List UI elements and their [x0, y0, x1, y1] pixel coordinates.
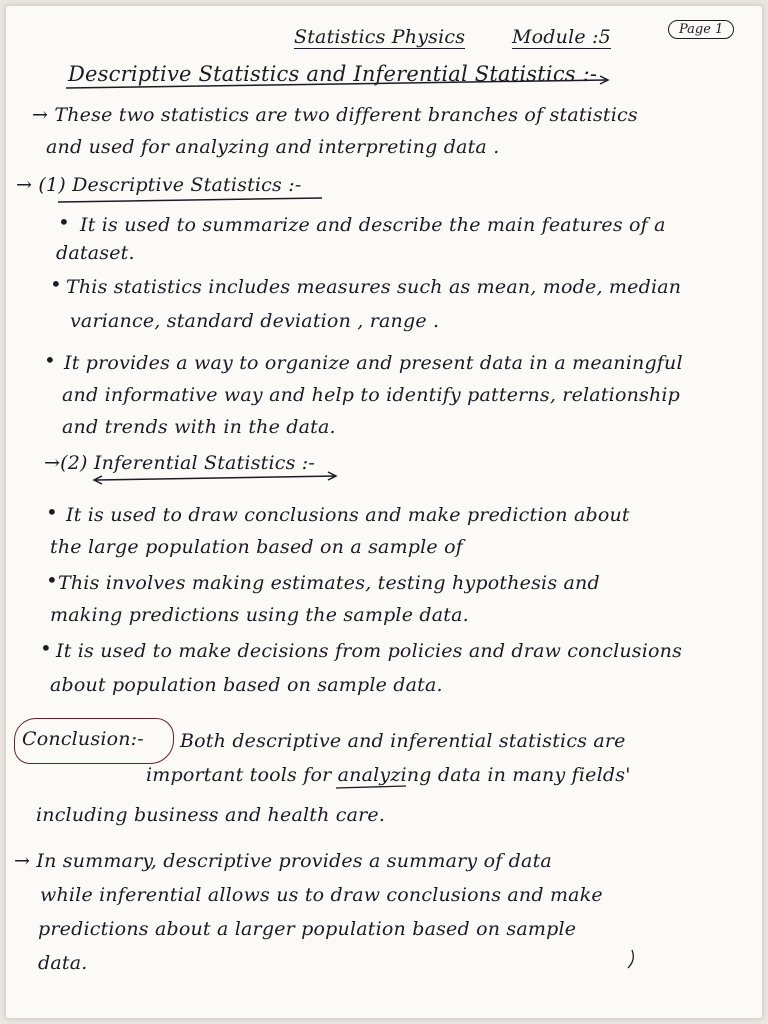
bullet-dot: • [40, 636, 52, 660]
conclusion-line-2: important tools for analyzing data in many fields' [146, 764, 631, 786]
section2-heading: →(2) Inferential Statistics :- [44, 452, 316, 474]
conclusion-line-3: including business and health care. [36, 804, 386, 826]
bullet-dot: • [46, 500, 58, 524]
section1-heading: → (1) Descriptive Statistics :- [16, 174, 302, 196]
bullet-dot: • [46, 568, 58, 592]
bullet-dot: • [44, 348, 56, 372]
section2-bullet3-line1: It is used to make decisions from policies and draw conclusions [56, 640, 683, 662]
section1-bullet3-line1: It provides a way to organize and present data in a meaningful [64, 352, 683, 374]
bullet-dot: • [50, 272, 62, 296]
summary-line-3: predictions about a larger population based on sample [38, 918, 577, 940]
summary-line-4: data. [38, 952, 88, 974]
conclusion-line-1: Both descriptive and inferential statistics are [180, 730, 626, 752]
section1-bullet3-line2: and informative way and help to identify patterns, relationship [62, 384, 681, 406]
section1-bullet3-line3: and trends with in the data. [62, 416, 336, 438]
section2-bullet1-line1: It is used to draw conclusions and make prediction about [66, 504, 630, 526]
intro-line-1: → These two statistics are two different branches of statistics [32, 104, 638, 126]
notebook-page [6, 6, 762, 1018]
section2-bullet3-line2: about population based on sample data. [50, 674, 443, 696]
section2-bullet2-line2: making predictions using the sample data. [50, 604, 469, 626]
page-title: Descriptive Statistics and Inferential Statistics :- [68, 62, 598, 86]
summary-line-2: while inferential allows us to draw conclusions and make [40, 884, 603, 906]
module-heading: Module :5 [512, 26, 611, 48]
summary-line-1: → In summary, descriptive provides a summary of data [14, 850, 552, 872]
bullet-dot: • [58, 210, 70, 234]
intro-line-2: and used for analyzing and interpreting data . [46, 136, 500, 158]
section1-bullet1-line1: It is used to summarize and describe the main features of a [80, 214, 666, 236]
section2-bullet1-line2: the large population based on a sample of [50, 536, 463, 558]
section1-bullet2-line2: variance, standard deviation , range . [70, 310, 440, 332]
conclusion-label: Conclusion:- [22, 728, 144, 750]
section1-bullet1-line2: dataset. [56, 242, 135, 264]
subject-heading: Statistics Physics [294, 26, 466, 48]
page-number-tag: Page 1 [668, 20, 734, 39]
section1-bullet2-line1: This statistics includes measures such as mean, mode, median [66, 276, 682, 298]
section2-bullet2-line1: This involves making estimates, testing hypothesis and [58, 572, 600, 594]
hand-drawn-underlines [6, 6, 762, 1018]
